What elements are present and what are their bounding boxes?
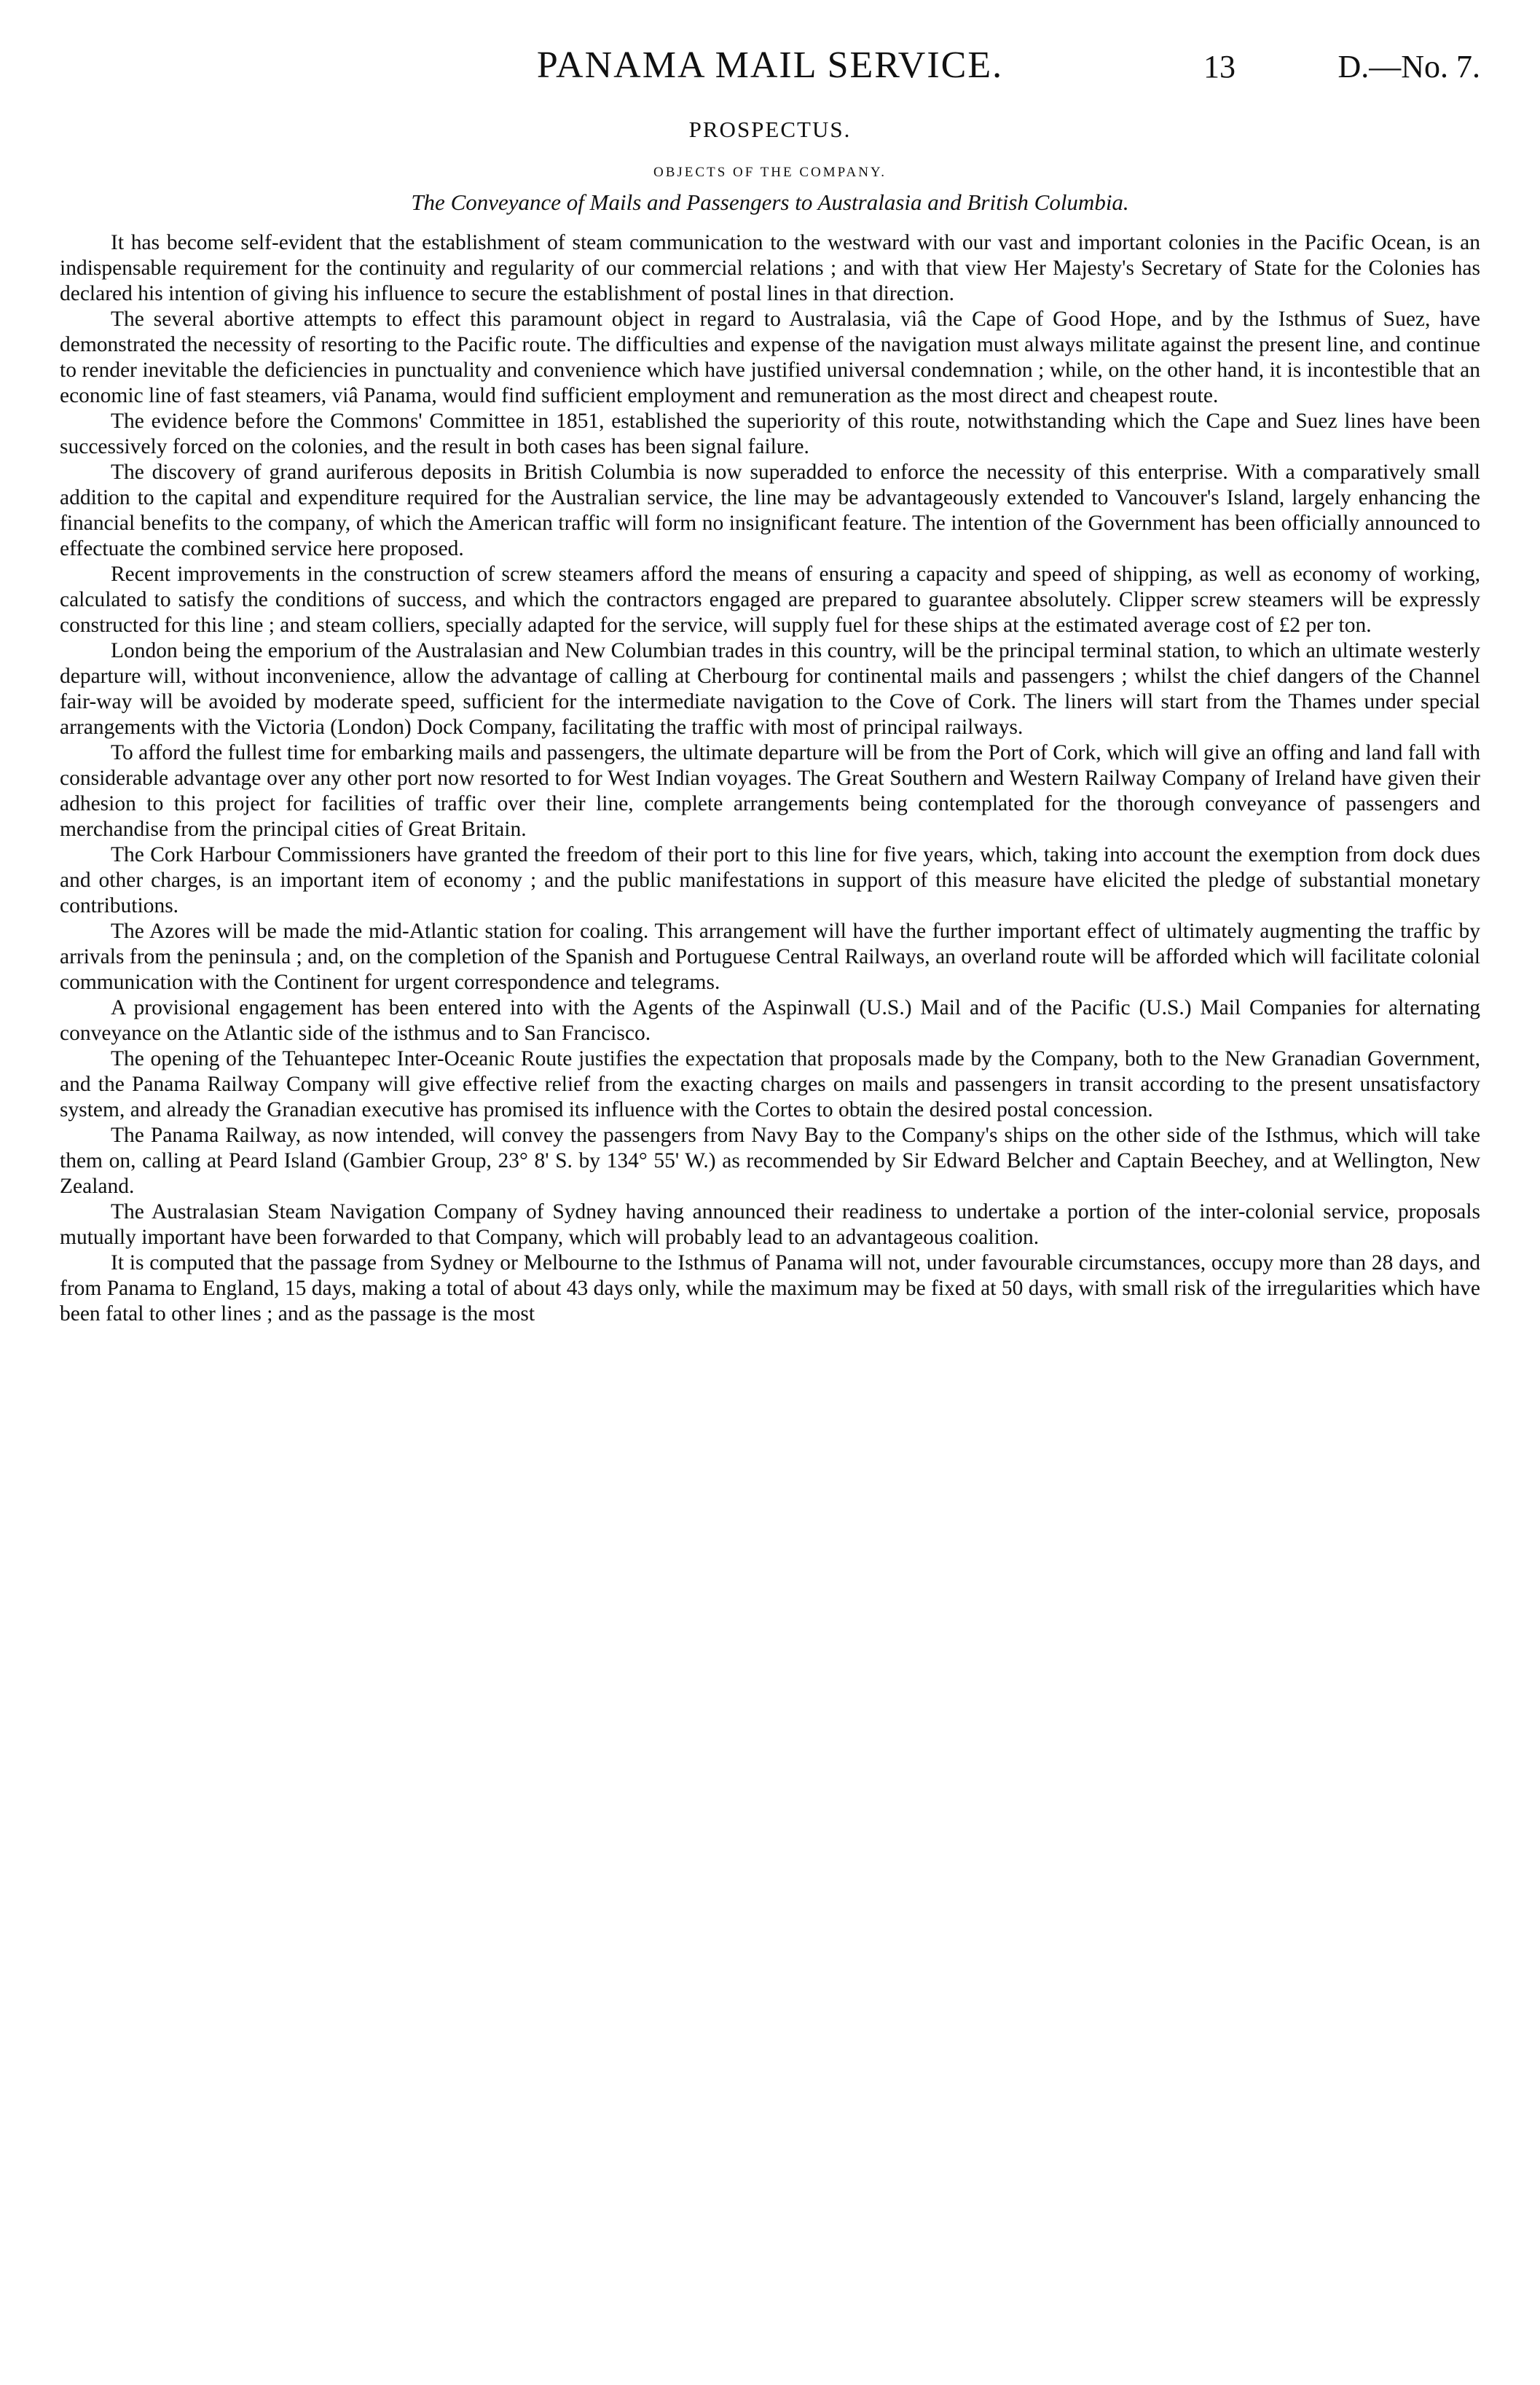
paragraph: To afford the fullest time for embarking mails and passengers, the ultimate departure will be from the Port of Cork, which will give an offing and land fall with considerable advantage over any other port now resorted to for West Indian voyages. The Great Southern and Western Railway Company of Ireland have given their adhesion to this project for facilities of traffic over their line, complete arrangements being contemplated for the thorough conveyance of passengers and merchandise from the principal cities of Great Britain. <box>60 741 1480 841</box>
section-label: OBJECTS OF THE COMPANY. <box>653 165 887 180</box>
paragraph: The Australasian Steam Navigation Company of Sydney having announced their readiness to undertake a portion of the inter-colonial service, proposals mutually important have been forwarded to that Company, which will probably lead to an advantageous coalition. <box>60 1200 1480 1249</box>
page-header <box>60 44 1480 102</box>
paragraph: The discovery of grand auriferous deposits in British Columbia is now superadded to enforce the necessity of this enterprise. With a comparatively small addition to the capital and expenditure required for the Australian service, the line may be advantageously extended to Vancouver's Island, largely enhancing the financial benefits to the company, of which the American traffic will form no insignificant feature. The intention of the Government has been officially announced to effectuate the combined service here proposed. <box>60 461 1480 560</box>
paragraph: The evidence before the Commons' Committee in 1851, established the superiority of this route, notwithstanding which the Cape and Suez lines have been successively forced on the colonies, and the result in both cases has been signal failure. <box>60 410 1480 458</box>
body-text <box>60 230 1480 1327</box>
paragraph: The Cork Harbour Commissioners have granted the freedom of their port to this line for five years, which, taking into account the exemption from dock dues and other charges, is an important item of economy ; and the public manifestations in support of this measure have elicited the pledge of substantial monetary contributions. <box>60 843 1480 917</box>
paragraph: The Azores will be made the mid-Atlantic station for coaling. This arrangement will have the further important effect of ultimately augmenting the traffic by arrivals from the peninsula ; and, on the completion of the Spanish and Portuguese Central Railways, an overland route will be afforded which will facilitate colonial communication with the Continent for urgent correspondence and telegrams. <box>60 920 1480 994</box>
page-number: 13 <box>1203 49 1235 85</box>
paragraph: It has become self-evident that the establishment of steam communication to the westward with our vast and important colonies in the Pacific Ocean, is an indispensable requirement for the continuity and regularity of our commercial relations ; and with that view Her Majesty's Secretary of State for the Colonies has declared his intention of giving his influence to secure the establishment of postal lines in that direction. <box>60 231 1480 305</box>
running-title: PANAMA MAIL SERVICE. <box>536 44 1004 86</box>
paragraph: London being the emporium of the Australasian and New Columbian trades in this country, will be the principal terminal station, to which an ultimate westerly departure will, without inconvenience, allow the advantage of calling at Cherbourg for continental mails and passengers ; whilst the chief dangers of the Channel fair-way will be avoided by moderate speed, sufficient for the intermediate navigation to the Cove of Cork. The liners will start from the Thames under special arrangements with the Victoria (London) Dock Company, facilitating the traffic with most of principal railways. <box>60 639 1480 739</box>
section-heading: PROSPECTUS. <box>688 117 852 142</box>
paragraph: It is computed that the passage from Sydney or Melbourne to the Isthmus of Panama will not, under favourable circumstances, occupy more than 28 days, and from Panama to England, 15 days, making a total of about 43 days only, while the maximum may be fixed at 50 days, with small risk of the irregularities which have been fatal to other lines ; and as the passage is the most <box>60 1251 1480 1325</box>
document-page <box>60 44 1480 1327</box>
paragraph: A provisional engagement has been entered into with the Agents of the Aspinwall (U.S.) Mail and of the Pacific (U.S.) Mail Companies for alternating conveyance on the Atlantic side of the isthmus and to San Francisco. <box>60 996 1480 1045</box>
paragraph: The Panama Railway, as now intended, will convey the passengers from Navy Bay to the Company's ships on the other side of the Isthmus, which will take them on, calling at Peard Island (Gambier Group, 23° 8' S. by 134° 55' W.) as recommended by Sir Edward Belcher and Captain Beechey, and at Wellington, New Zealand. <box>60 1124 1480 1198</box>
document-reference: D.—No. 7. <box>1337 49 1480 85</box>
paragraph: The opening of the Tehuantepec Inter-Oceanic Route justifies the expectation that proposals made by the Company, both to the New Granadian Government, and the Panama Railway Company will give effective relief from the exacting charges on mails and passengers in transit according to the present unsatisfactory system, and already the Granadian executive has promised its influence with the Cortes to obtain the desired postal concession. <box>60 1047 1480 1121</box>
paragraph: Recent improvements in the construction of screw steamers afford the means of ensuring a capacity and speed of shipping, as well as economy of working, calculated to satisfy the conditions of success, and which the contractors engaged are prepared to guarantee absolutely. Clipper screw steamers will be expressly constructed for this line ; and steam colliers, specially adapted for the service, will supply fuel for these ships at the estimated average cost of £2 per ton. <box>60 563 1480 637</box>
section-subtitle: The Conveyance of Mails and Passengers to Australasia and British Columbia. <box>411 189 1129 215</box>
paragraph: The several abortive attempts to effect this paramount object in regard to Australasia, viâ the Cape of Good Hope, and by the Isthmus of Suez, have demonstrated the necessity of resorting to the Pacific route. The difficulties and expense of the navigation must always militate against the present line, and continue to render inevitable the deficiencies in punctuality and convenience which have justified universal condemnation ; while, on the other hand, it is incontestible that an economic line of fast steamers, viâ Panama, would find sufficient employment and remuneration as the most direct and cheapest route. <box>60 308 1480 407</box>
